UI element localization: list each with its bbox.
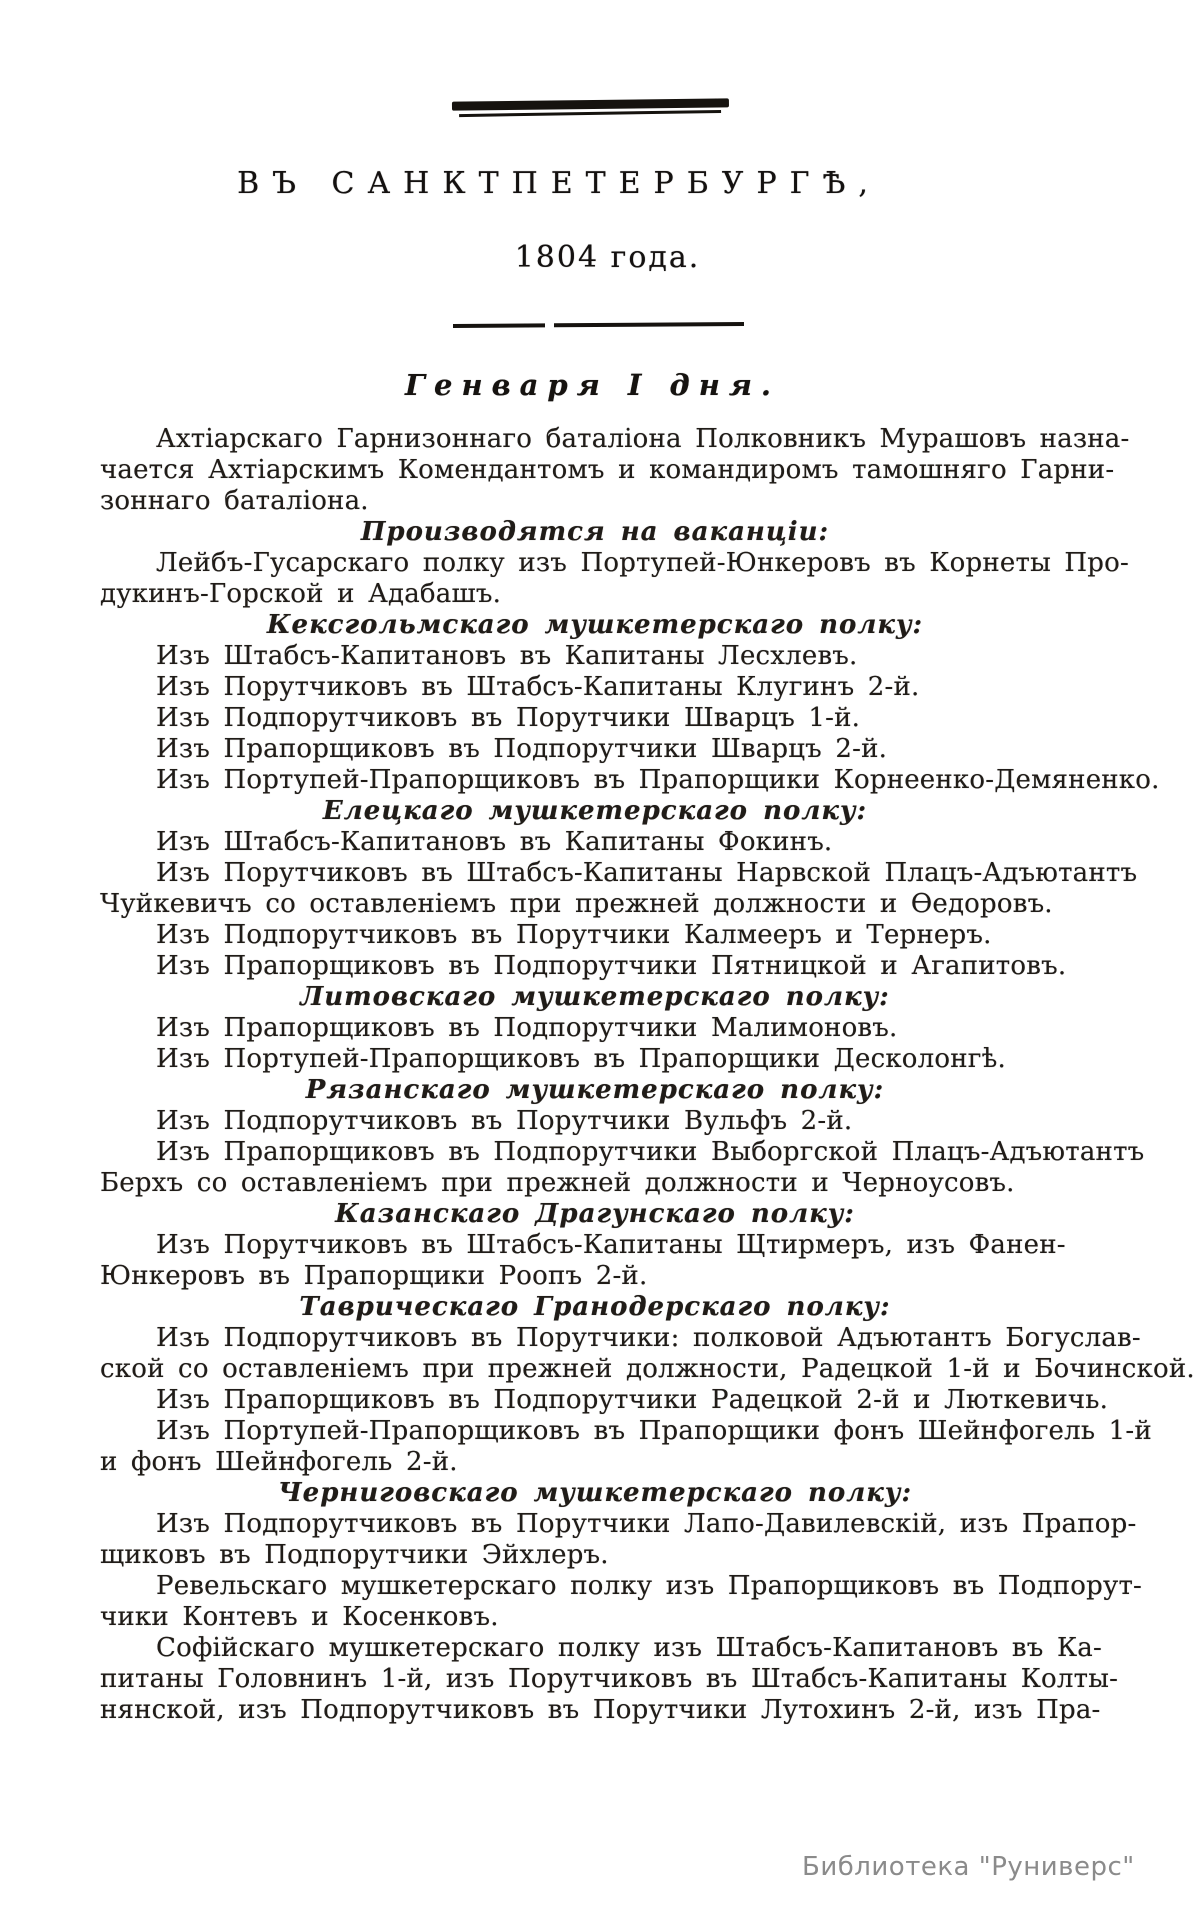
rule-thin-bar — [459, 110, 721, 117]
text-line: дукинъ-Горской и Адабашъ. — [100, 579, 502, 609]
text-line: Изъ Штабсъ-Капитановъ въ Капитаны Лесхлевъ. — [156, 641, 858, 671]
text-line: Юнкеровъ въ Прапорщики Роопъ 2-й. — [100, 1261, 648, 1291]
text-line: ской со оставленіемъ при прежней должности, Радецкой 1-й и Бочинской. — [100, 1354, 1195, 1384]
rule-segment-right — [554, 322, 744, 327]
text-line: щиковъ въ Подпорутчики Эйхлеръ. — [100, 1540, 609, 1570]
text-line: Ахтіарскаго Гарнизоннаго баталіона Полковникъ Мурашовъ назна- — [156, 424, 1130, 454]
text-block — [100, 424, 1195, 1726]
section-heading: Черниговскаго мушкетерскаго полку: — [277, 1478, 913, 1508]
text-line: Изъ Портупей-Прапорщиковъ въ Прапорщики Корнеенко-Демяненко. — [156, 765, 1160, 795]
text-line: Изъ Подпорутчиковъ въ Порутчики: полковой Адъютантъ Богуслав- — [156, 1323, 1141, 1353]
section-heading: Елецкаго мушкетерскаго полку: — [322, 796, 868, 826]
text-line: Изъ Портупей-Прапорщиковъ въ Прапорщики Десколонгѣ. — [156, 1044, 1006, 1074]
section-heading: Литовскаго мушкетерскаго полку: — [300, 982, 890, 1012]
ornamental-rule-top — [452, 98, 729, 116]
text-line: чики Контевъ и Косенковъ. — [100, 1602, 499, 1632]
text-line: Ревельскаго мушкетерскаго полку изъ Прапорщиковъ въ Подпорут- — [156, 1571, 1143, 1601]
text-line: Изъ Подпорутчиковъ въ Порутчики Шварцъ 1-й. — [156, 703, 861, 733]
section-heading: Кексгольмскаго мушкетерскаго полку: — [266, 610, 924, 640]
section-heading: Производятся на ваканціи: — [360, 517, 830, 547]
text-line: Берхъ со оставленіемъ при прежней должности и Черноусовъ. — [100, 1168, 1015, 1198]
text-line: Изъ Подпорутчиковъ въ Порутчики Вульфъ 2-й. — [156, 1106, 853, 1136]
section-heading: Казанскаго Драгунскаго полку: — [335, 1199, 855, 1229]
section-heading: Рязанскаго мушкетерскаго полку: — [305, 1075, 885, 1105]
text-line: Изъ Подпорутчиковъ въ Порутчики Лапо-Давилевскій, изъ Прапор- — [156, 1509, 1137, 1539]
text-line: чается Ахтіарскимъ Комендантомъ и командиромъ тамошняго Гарни- — [100, 455, 1115, 485]
text-line: Изъ Прапорщиковъ въ Подпорутчики Шварцъ 2-й. — [156, 734, 888, 764]
text-line: Изъ Порутчиковъ въ Штабсъ-Капитаны Клугинъ 2-й. — [156, 672, 920, 702]
text-line: Изъ Прапорщиковъ въ Подпорутчики Радецкой 2-й и Люткевичь. — [156, 1385, 1109, 1415]
text-line: питаны Головнинъ 1-й, изъ Порутчиковъ въ Штабсъ-Капитаны Колты- — [100, 1664, 1119, 1694]
text-line: Изъ Подпорутчиковъ въ Порутчики Калмееръ и Тернеръ. — [156, 920, 992, 950]
watermark: Библиотека "Руниверс" — [802, 1852, 1135, 1882]
text-line: и фонъ Шейнфогель 2-й. — [100, 1447, 458, 1477]
text-line: Изъ Порутчиковъ въ Штабсъ-Капитаны Щтирмеръ, изъ Фанен- — [156, 1230, 1066, 1260]
text-line: Изъ Прапорщиковъ въ Подпорутчики Малимоновъ. — [156, 1013, 898, 1043]
publication-place-title: ВЪ САНКТПЕТЕРБУРГѢ, — [237, 166, 881, 201]
text-line: Изъ Прапорщиковъ въ Подпорутчики Выборгской Плацъ-Адъютантъ — [156, 1137, 1145, 1167]
text-line: Изъ Прапорщиковъ въ Подпорутчики Пятницкой и Агапитовъ. — [156, 951, 1067, 981]
publication-year: 1804 года. — [514, 240, 701, 275]
text-line: зоннаго баталіона. — [100, 486, 369, 516]
rule-segment-left — [453, 323, 545, 328]
text-line: Лейбъ-Гусарскаго полку изъ Портупей-Юнкеровъ въ Корнеты Про- — [156, 548, 1129, 578]
text-line: нянской, изъ Подпорутчиковъ въ Порутчики Лутохинъ 2-й, изъ Пра- — [100, 1695, 1101, 1725]
text-line: Изъ Порутчиковъ въ Штабсъ-Капитаны Нарвской Плацъ-Адъютантъ — [156, 858, 1138, 888]
text-line: Изъ Портупей-Прапорщиковъ въ Прапорщики фонъ Шейнфогель 1-й — [156, 1416, 1152, 1446]
text-line: Чуйкевичъ со оставленіемъ при прежней должности и Ѳедоровъ. — [100, 889, 1053, 919]
rule-thick-bar — [452, 98, 729, 110]
date-heading: Генваря I дня. — [404, 368, 781, 402]
text-line: Изъ Штабсъ-Капитановъ въ Капитаны Фокинъ. — [156, 827, 833, 857]
section-heading: Таврическаго Гранодерскаго полку: — [299, 1292, 891, 1322]
text-line: Софійскаго мушкетерскаго полку изъ Штабсъ-Капитановъ въ Ка- — [156, 1633, 1102, 1663]
ornamental-rule-divider — [453, 322, 744, 328]
